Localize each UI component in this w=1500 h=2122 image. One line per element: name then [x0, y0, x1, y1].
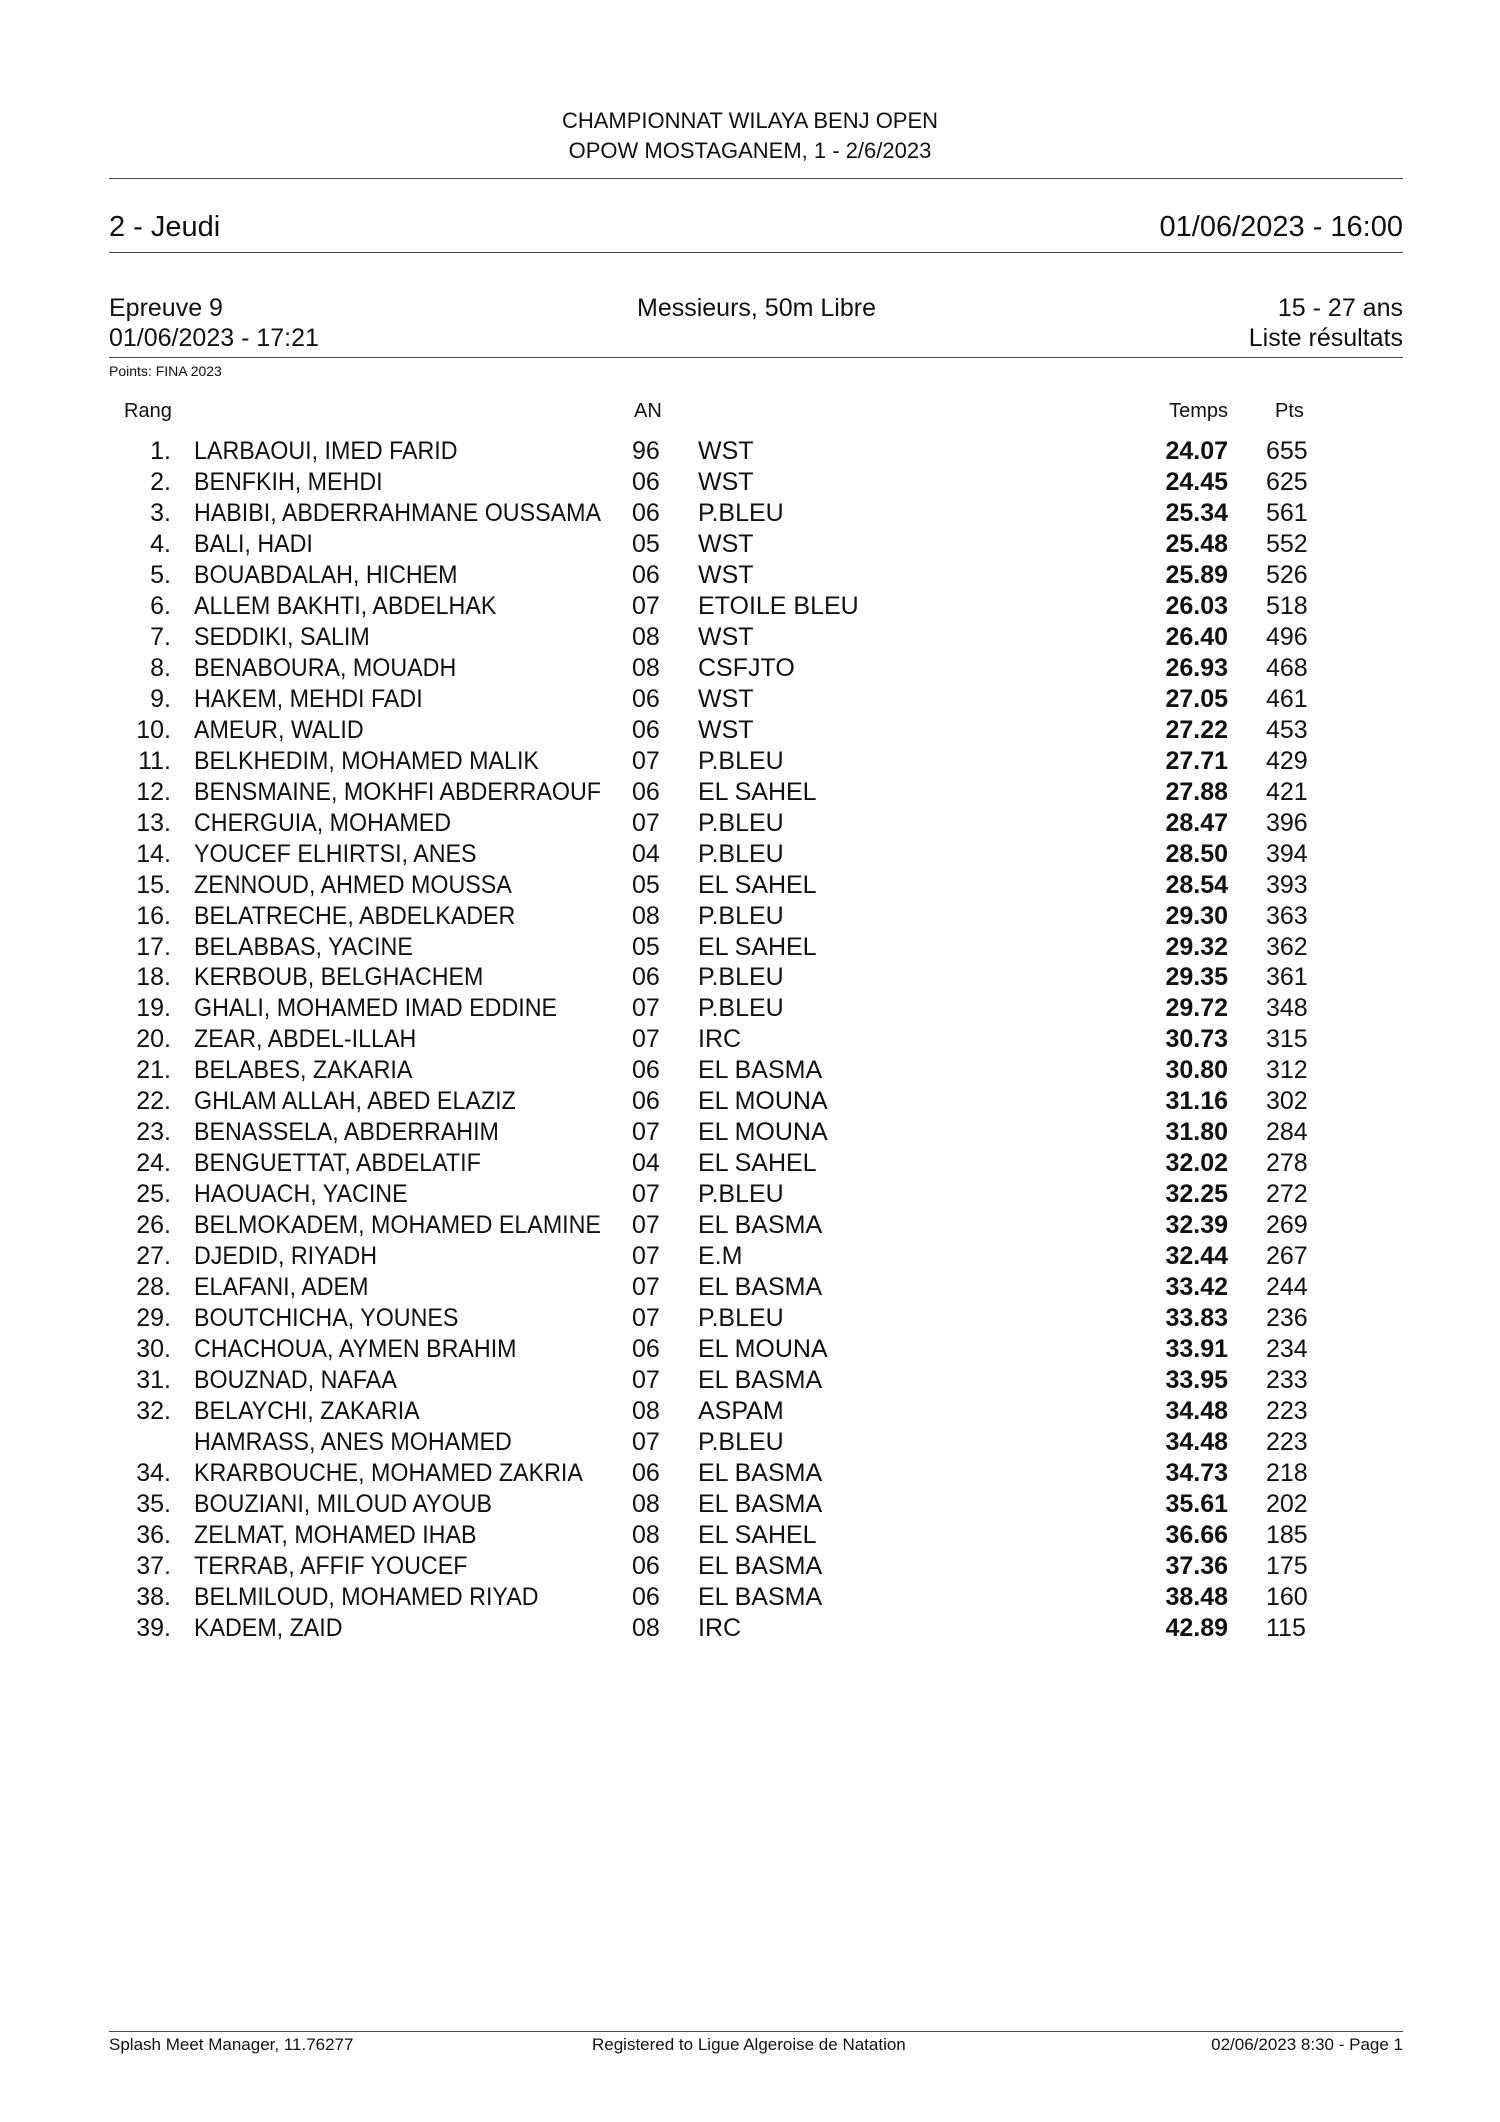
rank-cell: 22. [136, 1087, 171, 1116]
birth-year: 08 [632, 653, 660, 682]
birth-year: 05 [632, 529, 660, 558]
event-number: Epreuve 9 [109, 294, 223, 322]
rank-cell: 17. [136, 932, 171, 961]
fina-points: 115 [1266, 1613, 1306, 1642]
result-row [0, 747, 1500, 778]
divider [109, 2031, 1403, 2032]
birth-year: 07 [632, 1366, 660, 1395]
swim-time: 38.48 [1165, 1582, 1228, 1611]
meet-title: CHAMPIONNAT WILAYA BENJ OPEN [561, 108, 939, 133]
birth-year: 07 [632, 1304, 660, 1333]
fina-points: 396 [1266, 808, 1308, 837]
swimmer-name: BELMILOUD, MOHAMED RIYAD [194, 1582, 539, 1611]
fina-points: 362 [1266, 932, 1308, 961]
fina-points: 461 [1266, 684, 1308, 713]
fina-points: 348 [1266, 994, 1308, 1023]
birth-year: 05 [632, 870, 660, 899]
fina-points: 234 [1266, 1335, 1308, 1364]
rank-cell: 31. [136, 1366, 171, 1395]
club-name: EL MOUNA [698, 1335, 828, 1364]
swim-time: 34.48 [1165, 1397, 1228, 1426]
rank-cell: 23. [136, 1118, 171, 1147]
swimmer-name: BENSMAINE, MOKHFI ABDERRAOUF [194, 777, 601, 806]
result-row [0, 468, 1500, 499]
event-list-type: Liste résultats [1248, 324, 1403, 352]
birth-year: 08 [632, 1489, 660, 1518]
rank-cell: 4. [150, 529, 171, 558]
swim-time: 25.34 [1165, 498, 1228, 527]
rank-cell: 19. [136, 994, 171, 1023]
swimmer-name: GHLAM ALLAH, ABED ELAZIZ [194, 1087, 516, 1116]
column-header-rank: Rang [124, 400, 172, 422]
club-name: WST [698, 467, 754, 496]
club-name: EL BASMA [698, 1489, 823, 1518]
result-row [0, 1242, 1500, 1273]
fina-points: 202 [1266, 1489, 1308, 1518]
swim-time: 35.61 [1165, 1489, 1228, 1518]
swimmer-name: LARBAOUI, IMED FARID [194, 437, 458, 465]
birth-year: 08 [632, 901, 660, 930]
birth-year: 07 [632, 1025, 660, 1054]
result-row [0, 809, 1500, 840]
birth-year: 06 [632, 963, 660, 992]
club-name: P.BLEU [698, 498, 784, 527]
club-name: P.BLEU [698, 1428, 784, 1457]
rank-cell: 14. [136, 839, 171, 868]
swim-time: 24.45 [1165, 467, 1228, 496]
swim-time: 36.66 [1165, 1520, 1228, 1549]
swimmer-name: BENFKIH, MEHDI [194, 467, 383, 496]
rank-cell: 24. [136, 1149, 171, 1178]
swim-time: 33.91 [1165, 1335, 1228, 1364]
result-row [0, 1087, 1500, 1118]
swimmer-name: GHALI, MOHAMED IMAD EDDINE [194, 994, 558, 1023]
fina-points: 272 [1266, 1180, 1308, 1209]
swimmer-name: SEDDIKI, SALIM [194, 622, 370, 651]
points-system: Points: FINA 2023 [109, 363, 222, 379]
swimmer-name: TERRAB, AFFIF YOUCEF [194, 1551, 468, 1580]
rank-cell: 25. [136, 1180, 171, 1209]
club-name: WST [698, 622, 754, 651]
swim-time: 32.02 [1165, 1149, 1228, 1178]
result-row [0, 530, 1500, 561]
result-row [0, 1304, 1500, 1335]
rank-cell: 34. [136, 1459, 171, 1487]
result-row [0, 1583, 1500, 1614]
rank-cell: 38. [136, 1582, 171, 1611]
club-name: P.BLEU [698, 963, 784, 992]
fina-points: 223 [1266, 1397, 1308, 1426]
club-name: EL BASMA [698, 1273, 823, 1302]
result-row [0, 933, 1500, 964]
swimmer-name: HAKEM, MEHDI FADI [194, 684, 423, 713]
club-name: EL MOUNA [698, 1087, 828, 1116]
swimmer-name: BOUTCHICHA, YOUNES [194, 1304, 459, 1333]
result-row [0, 778, 1500, 809]
rank-cell: 32. [136, 1397, 171, 1426]
fina-points: 236 [1266, 1304, 1308, 1333]
swimmer-name: BENASSELA, ABDERRAHIM [194, 1118, 499, 1147]
result-row [0, 840, 1500, 871]
birth-year: 04 [632, 1149, 660, 1178]
swim-time: 32.44 [1165, 1242, 1228, 1271]
birth-year: 06 [632, 1551, 660, 1580]
club-name: WST [698, 715, 754, 744]
swimmer-name: HAMRASS, ANES MOHAMED [194, 1428, 512, 1457]
birth-year: 07 [632, 1428, 660, 1457]
club-name: E.M [698, 1242, 743, 1271]
rank-cell: 21. [136, 1056, 171, 1085]
rank-cell: 18. [136, 963, 171, 992]
fina-points: 561 [1266, 498, 1308, 527]
session-name: 2 - Jeudi [109, 211, 221, 243]
swim-time: 29.72 [1165, 994, 1228, 1023]
birth-year: 07 [632, 808, 660, 837]
club-name: WST [698, 684, 754, 713]
birth-year: 07 [632, 1273, 660, 1302]
club-name: P.BLEU [698, 1180, 784, 1209]
birth-year: 06 [632, 1582, 660, 1611]
result-row [0, 963, 1500, 994]
birth-year: 07 [632, 1211, 660, 1240]
club-name: EL BASMA [698, 1366, 823, 1395]
fina-points: 552 [1266, 529, 1308, 558]
fina-points: 394 [1266, 839, 1308, 868]
birth-year: 06 [632, 684, 660, 713]
birth-year: 07 [632, 1242, 660, 1271]
club-name: EL BASMA [698, 1056, 823, 1085]
birth-year: 08 [632, 1397, 660, 1426]
swimmer-name: BOUZNAD, NAFAA [194, 1366, 397, 1395]
swim-time: 34.73 [1165, 1459, 1228, 1487]
result-row [0, 871, 1500, 902]
swim-time: 31.16 [1165, 1087, 1228, 1116]
rank-cell: 10. [136, 715, 171, 744]
result-row [0, 902, 1500, 933]
swim-time: 28.54 [1165, 870, 1228, 899]
club-name: P.BLEU [698, 839, 784, 868]
birth-year: 06 [632, 467, 660, 496]
club-name: CSFJTO [698, 653, 795, 682]
fina-points: 468 [1266, 653, 1308, 682]
swimmer-name: YOUCEF ELHIRTSI, ANES [194, 839, 477, 868]
swim-time: 34.48 [1165, 1428, 1228, 1457]
rank-cell: 28. [136, 1273, 171, 1302]
club-name: EL BASMA [698, 1459, 823, 1487]
swim-time: 33.42 [1165, 1273, 1228, 1302]
club-name: EL SAHEL [698, 932, 817, 961]
column-header-time: Temps [1169, 400, 1228, 422]
swim-time: 37.36 [1165, 1551, 1228, 1580]
footer-software: Splash Meet Manager, 11.76277 [109, 2035, 354, 2054]
swim-time: 32.25 [1165, 1180, 1228, 1209]
club-name: EL SAHEL [698, 870, 817, 899]
birth-year: 08 [632, 1520, 660, 1549]
birth-year: 08 [632, 622, 660, 651]
rank-cell: 37. [136, 1551, 171, 1580]
birth-year: 05 [632, 932, 660, 961]
fina-points: 284 [1266, 1118, 1308, 1147]
swim-time: 33.95 [1165, 1366, 1228, 1395]
fina-points: 185 [1266, 1520, 1308, 1549]
club-name: EL BASMA [698, 1551, 823, 1580]
fina-points: 526 [1266, 560, 1308, 589]
swimmer-name: BELMOKADEM, MOHAMED ELAMINE [194, 1211, 601, 1240]
birth-year: 07 [632, 591, 660, 620]
club-name: P.BLEU [698, 901, 784, 930]
event-datetime: 01/06/2023 - 17:21 [109, 324, 319, 352]
swim-time: 26.03 [1165, 591, 1228, 620]
rank-cell: 27. [136, 1242, 171, 1271]
result-row [0, 994, 1500, 1025]
fina-points: 393 [1266, 870, 1308, 899]
club-name: EL SAHEL [698, 777, 817, 806]
result-row [0, 592, 1500, 623]
fina-points: 175 [1266, 1551, 1308, 1580]
swimmer-name: BOUZIANI, MILOUD AYOUB [194, 1489, 493, 1518]
rank-cell: 2. [150, 467, 171, 496]
swimmer-name: ZELMAT, MOHAMED IHAB [194, 1520, 477, 1549]
result-row [0, 1056, 1500, 1087]
swim-time: 29.35 [1165, 963, 1228, 992]
birth-year: 06 [632, 1087, 660, 1116]
fina-points: 496 [1266, 622, 1308, 651]
club-name: EL SAHEL [698, 1149, 817, 1178]
birth-year: 06 [632, 1335, 660, 1364]
rank-cell: 5. [150, 560, 171, 589]
result-row [0, 1025, 1500, 1056]
fina-points: 223 [1266, 1428, 1308, 1457]
divider [109, 178, 1403, 179]
result-row [0, 1397, 1500, 1428]
rank-cell: 20. [136, 1025, 171, 1054]
result-row [0, 1552, 1500, 1583]
club-name: P.BLEU [698, 746, 784, 775]
swimmer-name: KADEM, ZAID [194, 1613, 343, 1642]
result-row [0, 1211, 1500, 1242]
swimmer-name: BENABOURA, MOUADH [194, 653, 457, 682]
divider [109, 357, 1403, 358]
rank-cell: 29. [136, 1304, 171, 1333]
result-row [0, 623, 1500, 654]
birth-year: 07 [632, 1180, 660, 1209]
fina-points: 625 [1266, 467, 1308, 496]
fina-points: 655 [1266, 437, 1308, 465]
rank-cell: 6. [150, 591, 171, 620]
fina-points: 361 [1266, 963, 1308, 992]
rank-cell: 11. [138, 746, 171, 775]
club-name: EL MOUNA [698, 1118, 828, 1147]
swimmer-name: KERBOUB, BELGHACHEM [194, 963, 484, 992]
birth-year: 06 [632, 1459, 660, 1487]
swimmer-name: BENGUETTAT, ABDELATIF [194, 1149, 481, 1178]
result-row [0, 1459, 1500, 1490]
club-name: ETOILE BLEU [698, 591, 859, 620]
rank-cell: 12. [136, 777, 171, 806]
rank-cell: 30. [136, 1335, 171, 1364]
swim-time: 26.93 [1165, 653, 1228, 682]
swim-time: 33.83 [1165, 1304, 1228, 1333]
footer-registration: Registered to Ligue Algeroise de Natation [592, 2035, 906, 2054]
swimmer-name: BALI, HADI [194, 529, 313, 558]
result-row [0, 1366, 1500, 1397]
fina-points: 233 [1266, 1366, 1308, 1395]
fina-points: 315 [1266, 1025, 1308, 1054]
club-name: EL BASMA [698, 1211, 823, 1240]
swimmer-name: ZEAR, ABDEL-ILLAH [194, 1025, 417, 1054]
rank-cell: 15. [136, 870, 171, 899]
result-row [0, 1428, 1500, 1459]
swim-time: 25.48 [1165, 529, 1228, 558]
club-name: ASPAM [698, 1397, 784, 1426]
club-name: WST [698, 560, 754, 589]
swimmer-name: ALLEM BAKHTI, ABDELHAK [194, 591, 497, 620]
result-row [0, 654, 1500, 685]
column-header-points: Pts [1275, 400, 1304, 422]
club-name: P.BLEU [698, 1304, 784, 1333]
club-name: IRC [698, 1613, 742, 1642]
session-datetime: 01/06/2023 - 16:00 [1159, 211, 1403, 243]
swimmer-name: ELAFANI, ADEM [194, 1273, 369, 1302]
fina-points: 160 [1266, 1582, 1308, 1611]
swimmer-name: KRARBOUCHE, MOHAMED ZAKRIA [194, 1459, 583, 1487]
birth-year: 04 [632, 839, 660, 868]
result-row [0, 1335, 1500, 1366]
swim-time: 31.80 [1165, 1118, 1228, 1147]
fina-points: 312 [1266, 1056, 1308, 1085]
swimmer-name: HAOUACH, YACINE [194, 1180, 408, 1209]
swim-time: 30.73 [1165, 1025, 1228, 1054]
swim-time: 32.39 [1165, 1211, 1228, 1240]
result-row [0, 1180, 1500, 1211]
fina-points: 218 [1266, 1459, 1308, 1487]
birth-year: 08 [632, 1613, 660, 1642]
event-age-group: 15 - 27 ans [1277, 294, 1403, 322]
swim-time: 29.32 [1165, 932, 1228, 961]
swimmer-name: CHACHOUA, AYMEN BRAHIM [194, 1335, 517, 1364]
fina-points: 453 [1266, 715, 1308, 744]
swim-time: 28.47 [1165, 808, 1228, 837]
rank-cell: 8. [150, 653, 171, 682]
club-name: EL BASMA [698, 1582, 823, 1611]
rank-cell: 3. [150, 498, 171, 527]
birth-year: 07 [632, 994, 660, 1023]
fina-points: 267 [1266, 1242, 1308, 1271]
rank-cell: 35. [136, 1489, 171, 1518]
birth-year: 96 [632, 437, 660, 465]
swim-time: 29.30 [1165, 901, 1228, 930]
swim-time: 28.50 [1165, 839, 1228, 868]
birth-year: 06 [632, 498, 660, 527]
result-row [0, 499, 1500, 530]
swimmer-name: BELABBAS, YACINE [194, 932, 413, 961]
swimmer-name: BELAYCHI, ZAKARIA [194, 1397, 420, 1426]
result-row [0, 1614, 1500, 1645]
fina-points: 302 [1266, 1087, 1308, 1116]
swim-time: 26.40 [1165, 622, 1228, 651]
rank-cell: 9. [150, 684, 171, 713]
club-name: P.BLEU [698, 808, 784, 837]
result-row [0, 561, 1500, 592]
result-row [0, 1521, 1500, 1552]
swimmer-name: BOUABDALAH, HICHEM [194, 560, 458, 589]
result-row [0, 1118, 1500, 1149]
swim-time: 27.05 [1165, 684, 1228, 713]
result-row [0, 1490, 1500, 1521]
result-row [0, 437, 1500, 468]
birth-year: 06 [632, 715, 660, 744]
result-row [0, 685, 1500, 716]
swimmer-name: AMEUR, WALID [194, 715, 364, 744]
swimmer-name: BELKHEDIM, MOHAMED MALIK [194, 746, 539, 775]
birth-year: 07 [632, 746, 660, 775]
swimmer-name: BELABES, ZAKARIA [194, 1056, 413, 1085]
meet-venue-dates: OPOW MOSTAGANEM, 1 - 2/6/2023 [568, 138, 932, 163]
birth-year: 06 [632, 777, 660, 806]
club-name: WST [698, 437, 754, 465]
result-row [0, 1273, 1500, 1304]
rank-cell: 1. [150, 437, 171, 465]
swim-time: 27.88 [1165, 777, 1228, 806]
birth-year: 07 [632, 1118, 660, 1147]
fina-points: 244 [1266, 1273, 1308, 1302]
fina-points: 518 [1266, 591, 1308, 620]
club-name: WST [698, 529, 754, 558]
fina-points: 269 [1266, 1211, 1308, 1240]
swim-time: 27.22 [1165, 715, 1228, 744]
rank-cell: 13. [136, 808, 171, 837]
fina-points: 421 [1266, 777, 1308, 806]
rank-cell: 16. [136, 901, 171, 930]
rank-cell: 26. [136, 1211, 171, 1240]
rank-cell: 36. [136, 1520, 171, 1549]
rank-cell: 7. [150, 622, 171, 651]
swim-time: 27.71 [1165, 746, 1228, 775]
swimmer-name: DJEDID, RIYADH [194, 1242, 378, 1271]
column-header-yob: AN [634, 400, 662, 422]
fina-points: 278 [1266, 1149, 1308, 1178]
result-row [0, 1149, 1500, 1180]
result-row [0, 716, 1500, 747]
fina-points: 429 [1266, 746, 1308, 775]
club-name: IRC [698, 1025, 742, 1054]
swim-time: 42.89 [1165, 1613, 1228, 1642]
birth-year: 06 [632, 1056, 660, 1085]
club-name: P.BLEU [698, 994, 784, 1023]
birth-year: 06 [632, 560, 660, 589]
swimmer-name: CHERGUIA, MOHAMED [194, 808, 452, 837]
swim-time: 25.89 [1165, 560, 1228, 589]
divider [109, 252, 1403, 253]
swim-time: 24.07 [1165, 437, 1228, 465]
swimmer-name: BELATRECHE, ABDELKADER [194, 901, 516, 930]
swim-time: 30.80 [1165, 1056, 1228, 1085]
fina-points: 363 [1266, 901, 1308, 930]
club-name: EL SAHEL [698, 1520, 817, 1549]
swimmer-name: ZENNOUD, AHMED MOUSSA [194, 870, 512, 899]
swimmer-name: HABIBI, ABDERRAHMANE OUSSAMA [194, 498, 601, 527]
event-title: Messieurs, 50m Libre [637, 294, 876, 322]
rank-cell: 39. [136, 1613, 171, 1642]
footer-print-info: 02/06/2023 8:30 - Page 1 [1211, 2035, 1403, 2054]
